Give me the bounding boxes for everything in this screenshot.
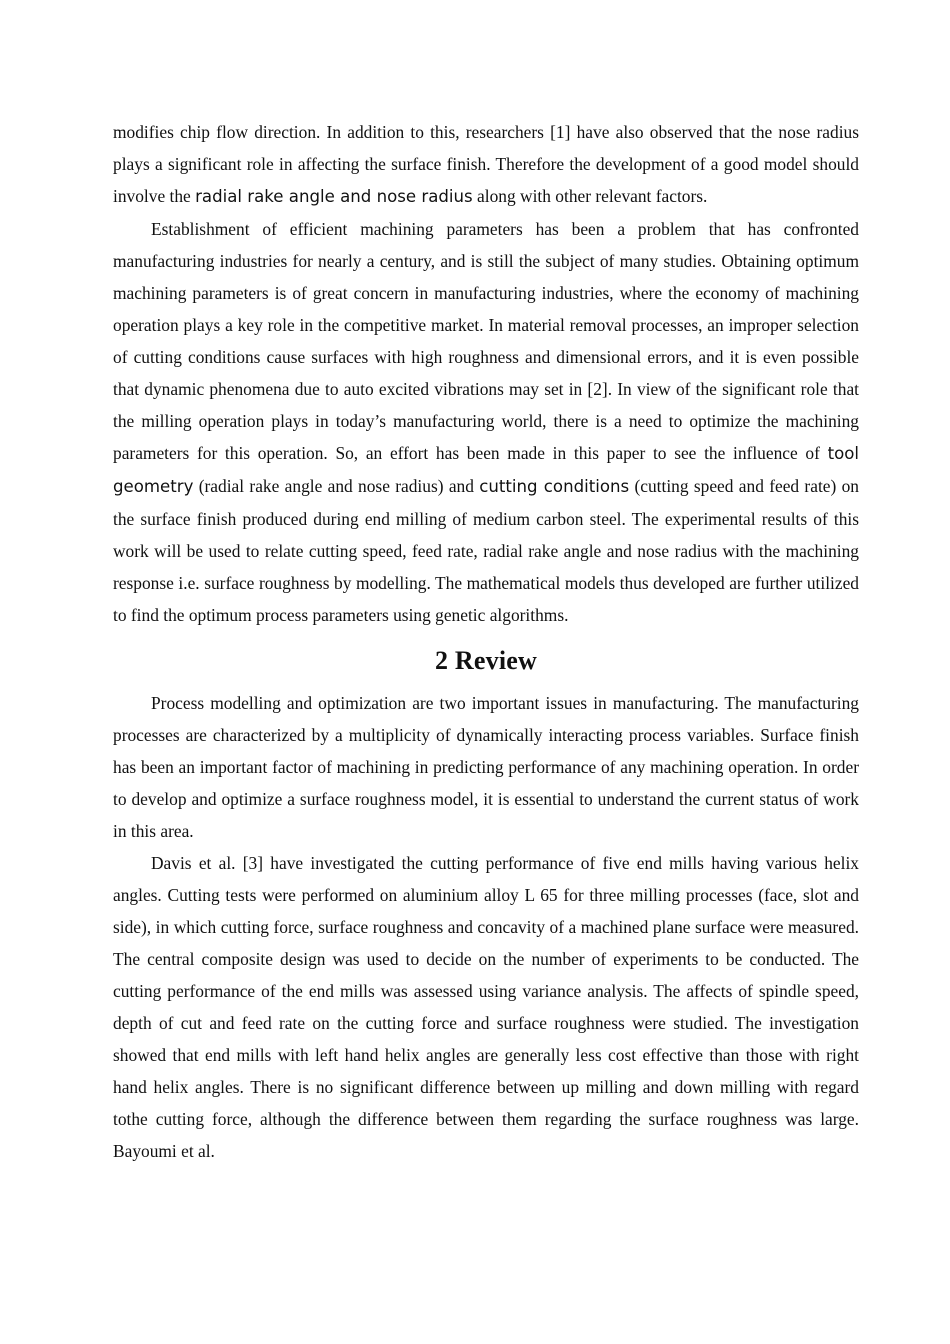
page-body — [113, 116, 859, 1167]
section-heading: 2 Review — [435, 646, 537, 675]
emphasized-term: tool geometry — [113, 444, 859, 496]
paragraph-text: along with other relevant factors. — [472, 186, 708, 206]
paragraph-intro-continuation — [113, 116, 859, 213]
paragraph-text: Establishment of efficient machining parameters has been a problem that has confronted manufacturing industries for nearly a century, and is still the subject of many studies. Obtaining optimum machining parameters is of great concern in manufacturing industries, where the economy of machining operation plays a key role in the competitive market. In material removal processes, an improper selection of cutting conditions cause surfaces with high roughness and dimensional errors, and it is even possible that dynamic phenomena due to auto excited vibrations may set in [2]. In view of the significant role that the milling operation plays in today’s manufacturing world, there is a need to optimize the machining parameters for this operation. So, an effort has been made in this paper to see the influence of — [113, 219, 859, 463]
paragraph-text: (radial rake angle and nose radius) and — [193, 476, 480, 496]
paragraph-review-intro: Process modelling and optimization are two important issues in manufacturing. The manufacturing processes are characterized by a multiplicity of dynamically interacting process variables. Surface finish has been an important factor of machining in predicting performance of any machining operation. In order to develop and optimize a surface roughness model, it is essential to understand the current status of work in this area. — [113, 693, 859, 841]
paragraph-davis-study: Davis et al. [3] have investigated the cutting performance of five end mills having various helix angles. Cutting tests were performed on aluminium alloy L 65 for three milling processes (face, slot and side), in which cutting force, surface roughness and concavity of a machined plane surface were measured. The central composite design was used to decide on the number of experiments to be conducted. The cutting performance of the end mills was assessed using variance analysis. The affects of spindle speed, depth of cut and feed rate on the cutting force and surface roughness were studied. The investigation showed that end mills with left hand helix angles are generally less cost effective than those with right hand helix angles. There is no significant difference between up milling and down milling with regard tothe cutting force, although the difference between them regarding the surface roughness was large. Bayoumi et al. — [113, 853, 859, 1161]
paragraph-text: modifies chip flow direction. In addition to this, researchers [1] have also observed that the nose radius plays a significant role in affecting the surface finish. Therefore the development of a good model should involve the — [113, 122, 859, 206]
emphasized-term: radial rake angle and nose radius — [195, 187, 473, 206]
paragraph-machining-parameters — [113, 213, 859, 631]
emphasized-term: cutting conditions — [479, 477, 630, 496]
paragraph-text: (cutting speed and feed rate) on the surface finish produced during end milling of medium carbon steel. The experimental results of this work will be used to relate cutting speed, feed rate, radial rake angle and nose radius with the machining response i.e. surface roughness by modelling. The mathematical models thus developed are further utilized to find the optimum process parameters using genetic algorithms. — [113, 476, 859, 625]
